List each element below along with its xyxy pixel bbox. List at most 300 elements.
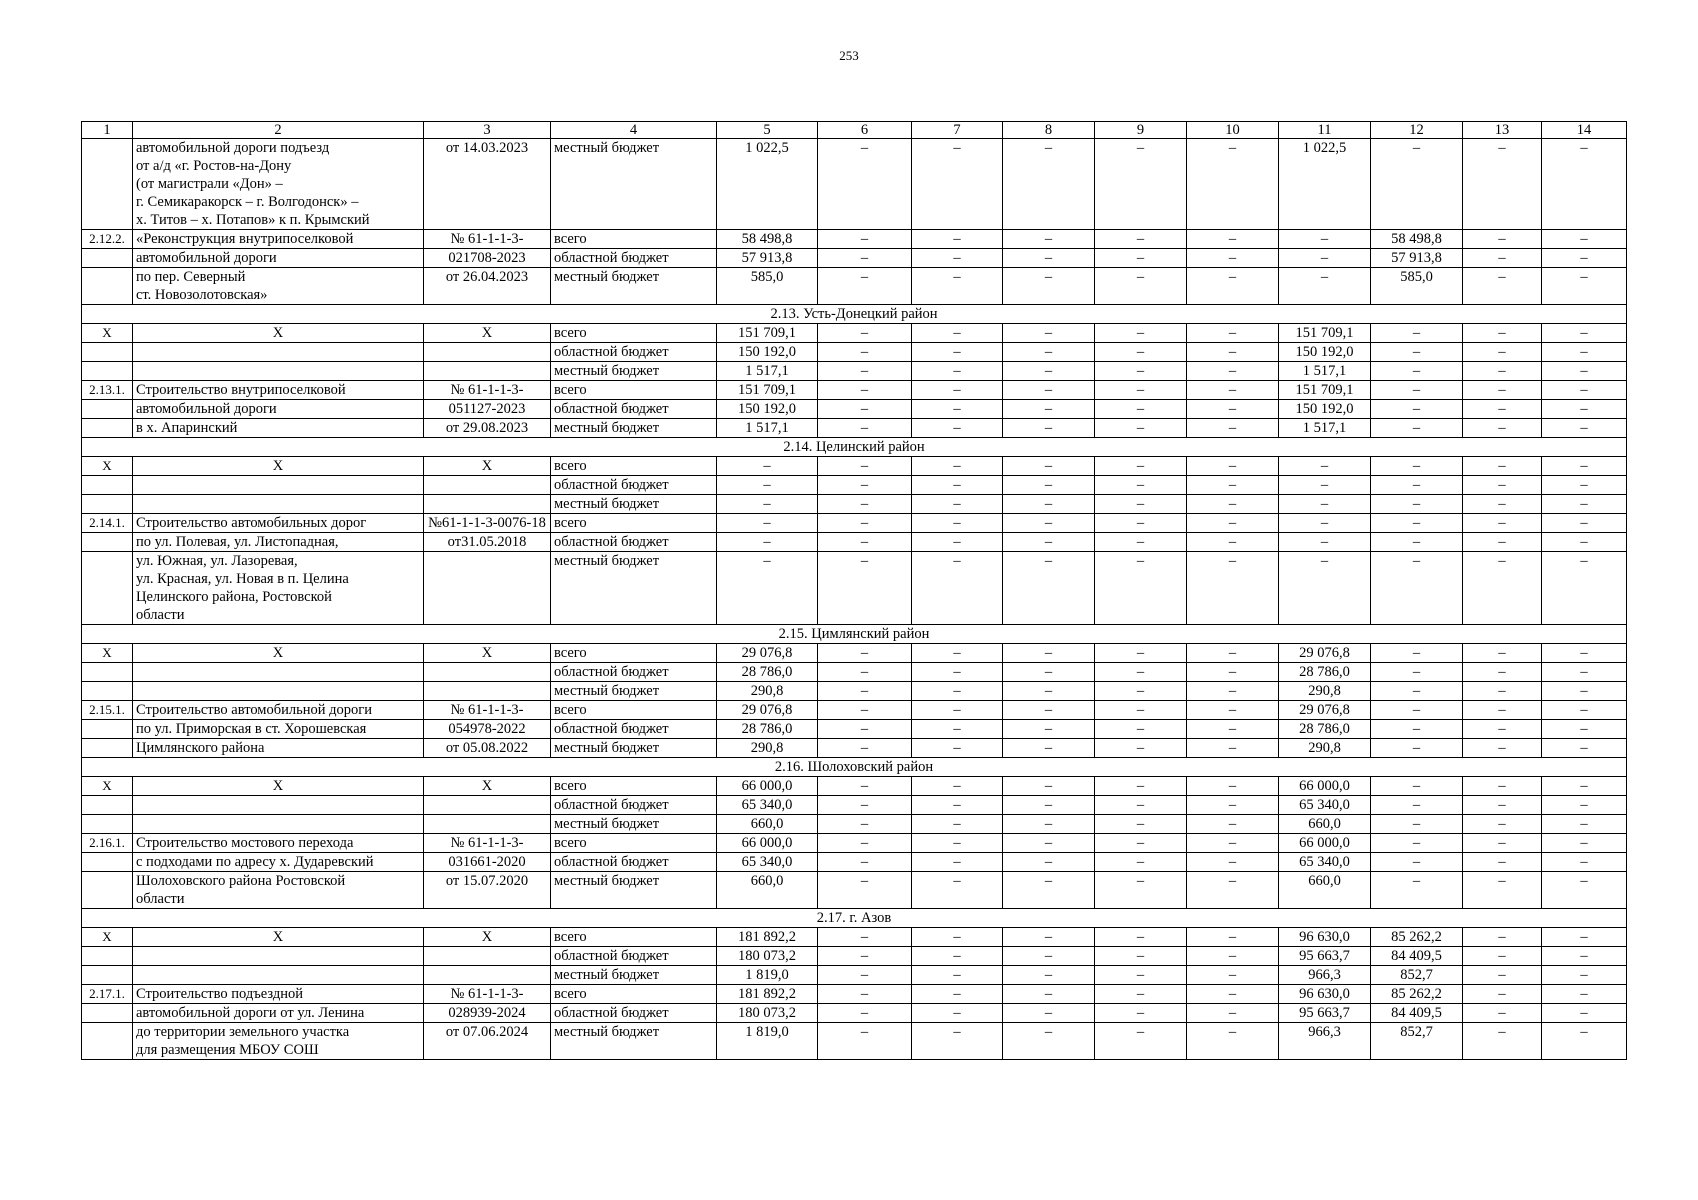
value-cell: – [717, 533, 818, 552]
value-cell: – [912, 400, 1003, 419]
document-cell [424, 400, 551, 419]
value-cell: – [1187, 644, 1279, 663]
value-cell: 150 192,0 [1279, 343, 1371, 362]
value-cell: – [1371, 834, 1463, 853]
row-number-cell [82, 476, 133, 495]
value-cell: – [1542, 400, 1627, 419]
value-cell: 66 000,0 [717, 777, 818, 796]
value-cell: – [1542, 644, 1627, 663]
value-cell: – [912, 514, 1003, 533]
value-cell: – [912, 533, 1003, 552]
object-name-cell [133, 834, 424, 853]
value-cell: – [1003, 872, 1095, 909]
value-cell: – [1279, 249, 1371, 268]
value-cell: – [818, 966, 912, 985]
row-number-cell [82, 249, 133, 268]
row-number-cell: Х [82, 777, 133, 796]
value-cell: – [818, 834, 912, 853]
value-cell: 85 262,2 [1371, 985, 1463, 1004]
value-cell: – [1279, 268, 1371, 305]
section-title: 2.17. г. Азов [82, 909, 1627, 928]
section-title: 2.14. Целинский район [82, 438, 1627, 457]
value-cell: – [1542, 139, 1627, 230]
value-cell: – [1095, 701, 1187, 720]
row-number-cell [82, 400, 133, 419]
value-cell: – [1542, 1023, 1627, 1060]
value-cell: 95 663,7 [1279, 947, 1371, 966]
value-cell: – [1187, 777, 1279, 796]
value-cell: – [912, 324, 1003, 343]
funding-source-cell: местный бюджет [551, 362, 717, 381]
value-cell: – [1542, 777, 1627, 796]
value-cell: – [1187, 139, 1279, 230]
row-number-cell: Х [82, 457, 133, 476]
row-number-cell [82, 796, 133, 815]
object-name-cell [133, 682, 424, 701]
value-cell: – [1371, 720, 1463, 739]
value-cell: – [912, 552, 1003, 625]
document-cell [424, 947, 551, 966]
document-cell [424, 1023, 551, 1060]
object-name-cell [133, 796, 424, 815]
value-cell: – [1003, 853, 1095, 872]
object-name-cell [133, 324, 424, 343]
row-number-cell [82, 947, 133, 966]
table-row [82, 966, 1627, 985]
value-cell: – [818, 268, 912, 305]
value-cell: – [1542, 514, 1627, 533]
value-cell: – [1187, 249, 1279, 268]
text-line: от 26.04.2023 [445, 269, 529, 285]
value-cell: – [1279, 457, 1371, 476]
value-cell: – [1187, 985, 1279, 1004]
object-name-cell [133, 533, 424, 552]
value-cell: – [1003, 682, 1095, 701]
value-cell: – [818, 720, 912, 739]
document-cell [424, 701, 551, 720]
value-cell: 95 663,7 [1279, 1004, 1371, 1023]
funding-source-cell: местный бюджет [551, 966, 717, 985]
document-cell [424, 682, 551, 701]
row-number-cell [82, 739, 133, 758]
value-cell: – [912, 1023, 1003, 1060]
value-cell: – [1095, 985, 1187, 1004]
row-number-cell: 2.15.1. [82, 701, 133, 720]
value-cell: 181 892,2 [717, 985, 818, 1004]
value-cell: – [912, 815, 1003, 834]
value-cell: – [818, 947, 912, 966]
document-cell [424, 343, 551, 362]
document-cell [424, 720, 551, 739]
row-number-cell [82, 362, 133, 381]
value-cell: – [1003, 552, 1095, 625]
row-number-cell: 2.13.1. [82, 381, 133, 400]
text-line: № 61-1-1-3- [450, 702, 524, 718]
value-cell: – [912, 249, 1003, 268]
value-cell: – [717, 457, 818, 476]
value-cell: – [1371, 514, 1463, 533]
text-line: Строительство внутрипоселковой [136, 382, 346, 398]
column-header: 11 [1279, 122, 1371, 139]
object-name-cell [133, 1023, 424, 1060]
value-cell: 57 913,8 [717, 249, 818, 268]
value-cell: 852,7 [1371, 1023, 1463, 1060]
value-cell: – [1003, 495, 1095, 514]
value-cell: – [912, 966, 1003, 985]
column-header: 13 [1463, 122, 1542, 139]
table-row [82, 701, 1627, 720]
value-cell: – [1187, 663, 1279, 682]
value-cell: 290,8 [717, 739, 818, 758]
funding-source-cell: местный бюджет [551, 872, 717, 909]
value-cell: – [1187, 400, 1279, 419]
value-cell: – [818, 249, 912, 268]
value-cell: – [1371, 796, 1463, 815]
section-title: 2.13. Усть-Донецкий район [82, 305, 1627, 324]
value-cell: – [1095, 853, 1187, 872]
funding-source-cell: всего [551, 381, 717, 400]
value-cell: – [1542, 682, 1627, 701]
text-line: от31.05.2018 [447, 534, 527, 550]
funding-source-cell: всего [551, 701, 717, 720]
row-number-cell [82, 872, 133, 909]
table-row [82, 249, 1627, 268]
value-cell: 290,8 [717, 682, 818, 701]
value-cell: – [912, 834, 1003, 853]
value-cell: – [1463, 514, 1542, 533]
value-cell: – [1187, 1004, 1279, 1023]
text-line: №61-1-1-3-0076-18 [428, 515, 546, 531]
object-name-cell [133, 1004, 424, 1023]
value-cell: – [1542, 533, 1627, 552]
value-cell: 28 786,0 [1279, 720, 1371, 739]
value-cell: – [912, 457, 1003, 476]
text-line: г. Семикаракорск – г. Волгодонск» – [136, 194, 359, 210]
value-cell: 84 409,5 [1371, 947, 1463, 966]
value-cell: – [1463, 400, 1542, 419]
value-cell: – [1371, 381, 1463, 400]
text-line: по пер. Северный [136, 269, 246, 285]
table-row [82, 139, 1627, 230]
section-row [82, 625, 1627, 644]
value-cell: – [1463, 701, 1542, 720]
object-name-cell [133, 343, 424, 362]
object-name-cell [133, 644, 424, 663]
document-cell [424, 268, 551, 305]
row-number-cell [82, 495, 133, 514]
value-cell: 66 000,0 [717, 834, 818, 853]
text-line: от 05.08.2022 [445, 740, 529, 756]
text-line: Х [481, 645, 493, 661]
object-name-cell [133, 230, 424, 249]
value-cell: – [1542, 268, 1627, 305]
value-cell: – [818, 495, 912, 514]
object-name-cell [133, 476, 424, 495]
value-cell: – [912, 928, 1003, 947]
value-cell: – [1095, 720, 1187, 739]
text-line: № 61-1-1-3- [450, 231, 524, 247]
value-cell: 150 192,0 [717, 343, 818, 362]
value-cell: – [1279, 476, 1371, 495]
column-header: 5 [717, 122, 818, 139]
value-cell: – [717, 476, 818, 495]
funding-source-cell: всего [551, 457, 717, 476]
value-cell: – [1542, 985, 1627, 1004]
value-cell: – [912, 362, 1003, 381]
table-row [82, 324, 1627, 343]
value-cell: – [1003, 720, 1095, 739]
document-cell [424, 739, 551, 758]
table-row [82, 682, 1627, 701]
document-cell [424, 476, 551, 495]
budget-table [81, 121, 1627, 1060]
table-row [82, 872, 1627, 909]
value-cell: – [1003, 362, 1095, 381]
text-line: Х [481, 458, 493, 474]
document-cell [424, 1004, 551, 1023]
object-name-cell [133, 457, 424, 476]
value-cell: – [1542, 966, 1627, 985]
row-number-cell: Х [82, 324, 133, 343]
text-line: Строительство автомобильной дороги [136, 702, 372, 718]
value-cell: – [1003, 985, 1095, 1004]
object-name-cell [133, 739, 424, 758]
text-line: Х [481, 325, 493, 341]
value-cell: 151 709,1 [1279, 324, 1371, 343]
row-number-cell [82, 682, 133, 701]
row-number-cell [82, 419, 133, 438]
value-cell: – [1463, 872, 1542, 909]
row-number-cell [82, 815, 133, 834]
value-cell: – [1187, 947, 1279, 966]
value-cell: – [1463, 552, 1542, 625]
text-line: области [136, 891, 185, 907]
value-cell: – [1463, 853, 1542, 872]
value-cell: 660,0 [717, 872, 818, 909]
value-cell: 96 630,0 [1279, 928, 1371, 947]
value-cell: 85 262,2 [1371, 928, 1463, 947]
value-cell: – [1003, 701, 1095, 720]
value-cell: – [1279, 533, 1371, 552]
value-cell: – [1095, 739, 1187, 758]
value-cell: – [912, 701, 1003, 720]
document-cell [424, 928, 551, 947]
value-cell: 585,0 [717, 268, 818, 305]
value-cell: – [1003, 1023, 1095, 1060]
table-row [82, 400, 1627, 419]
value-cell: – [1463, 139, 1542, 230]
value-cell: – [1003, 739, 1095, 758]
funding-source-cell: областной бюджет [551, 249, 717, 268]
value-cell: – [1095, 249, 1187, 268]
text-line: 051127-2023 [448, 401, 526, 417]
value-cell: – [1279, 495, 1371, 514]
funding-source-cell: областной бюджет [551, 720, 717, 739]
object-name-cell [133, 381, 424, 400]
value-cell: – [1003, 663, 1095, 682]
value-cell: – [912, 985, 1003, 1004]
value-cell: 1 819,0 [717, 1023, 818, 1060]
value-cell: – [1095, 268, 1187, 305]
row-number-cell [82, 853, 133, 872]
funding-source-cell: областной бюджет [551, 947, 717, 966]
value-cell: – [1463, 324, 1542, 343]
value-cell: – [1542, 552, 1627, 625]
value-cell: – [1463, 1023, 1542, 1060]
value-cell: – [1095, 928, 1187, 947]
value-cell: – [1187, 381, 1279, 400]
value-cell: – [1463, 362, 1542, 381]
row-number-cell [82, 720, 133, 739]
row-number-cell [82, 533, 133, 552]
page-number: 253 [839, 48, 859, 63]
value-cell: 58 498,8 [1371, 230, 1463, 249]
value-cell: – [1003, 947, 1095, 966]
document-cell [424, 495, 551, 514]
document-cell [424, 663, 551, 682]
text-line: Цимлянского района [136, 740, 265, 756]
row-number-cell [82, 1023, 133, 1060]
value-cell: – [1003, 230, 1095, 249]
document-cell [424, 381, 551, 400]
value-cell: – [912, 796, 1003, 815]
value-cell: 150 192,0 [1279, 400, 1371, 419]
value-cell: – [1187, 230, 1279, 249]
value-cell: – [1095, 324, 1187, 343]
text-line: «Реконструкция внутрипоселковой [136, 231, 354, 247]
document-cell [424, 985, 551, 1004]
value-cell: 1 517,1 [717, 419, 818, 438]
value-cell: – [1542, 1004, 1627, 1023]
text-line: х. Титов – х. Потапов» к п. Крымский [136, 212, 370, 228]
text-line: Шолоховского района Ростовской [136, 873, 346, 889]
row-number-cell: 2.17.1. [82, 985, 133, 1004]
value-cell: – [1003, 381, 1095, 400]
column-header: 12 [1371, 122, 1463, 139]
document-cell [424, 796, 551, 815]
value-cell: – [1187, 966, 1279, 985]
object-name-cell [133, 815, 424, 834]
row-number-cell [82, 343, 133, 362]
value-cell: – [1371, 419, 1463, 438]
column-header: 6 [818, 122, 912, 139]
value-cell: 181 892,2 [717, 928, 818, 947]
value-cell: – [818, 777, 912, 796]
value-cell: 290,8 [1279, 739, 1371, 758]
value-cell: – [818, 663, 912, 682]
value-cell: – [1187, 268, 1279, 305]
value-cell: – [1187, 872, 1279, 909]
value-cell: – [912, 720, 1003, 739]
value-cell: 1 517,1 [1279, 362, 1371, 381]
value-cell: – [1095, 834, 1187, 853]
value-cell: – [1003, 815, 1095, 834]
text-line: Х [272, 458, 284, 474]
value-cell: – [1095, 495, 1187, 514]
table-row [82, 644, 1627, 663]
value-cell: – [1279, 552, 1371, 625]
value-cell: 1 819,0 [717, 966, 818, 985]
value-cell: – [1542, 815, 1627, 834]
value-cell: – [1542, 872, 1627, 909]
funding-source-cell: местный бюджет [551, 495, 717, 514]
table-header-row [82, 122, 1627, 139]
text-line: автомобильной дороги [136, 250, 277, 266]
value-cell: 1 022,5 [1279, 139, 1371, 230]
row-number-cell: 2.12.2. [82, 230, 133, 249]
value-cell: 1 517,1 [1279, 419, 1371, 438]
document-cell [424, 419, 551, 438]
funding-source-cell: всего [551, 324, 717, 343]
table-row [82, 419, 1627, 438]
section-title: 2.16. Шолоховский район [82, 758, 1627, 777]
value-cell: – [818, 853, 912, 872]
value-cell: – [1463, 815, 1542, 834]
value-cell: 66 000,0 [1279, 834, 1371, 853]
value-cell: – [1187, 701, 1279, 720]
value-cell: – [1463, 720, 1542, 739]
value-cell: – [1095, 815, 1187, 834]
row-number-cell: Х [82, 644, 133, 663]
row-number-cell [82, 552, 133, 625]
text-line: (от магистрали «Дон» – [136, 176, 283, 192]
row-number-cell: 2.14.1. [82, 514, 133, 533]
value-cell: – [1463, 533, 1542, 552]
value-cell: – [1463, 777, 1542, 796]
value-cell: 150 192,0 [717, 400, 818, 419]
value-cell: 29 076,8 [1279, 701, 1371, 720]
value-cell: – [1003, 777, 1095, 796]
value-cell: – [1095, 682, 1187, 701]
value-cell: – [1187, 324, 1279, 343]
column-header: 8 [1003, 122, 1095, 139]
value-cell: – [1003, 834, 1095, 853]
value-cell: – [1095, 552, 1187, 625]
section-row [82, 758, 1627, 777]
table-row [82, 928, 1627, 947]
value-cell: – [1542, 362, 1627, 381]
section-title: 2.15. Цимлянский район [82, 625, 1627, 644]
value-cell: – [1542, 853, 1627, 872]
object-name-cell [133, 400, 424, 419]
column-header: 14 [1542, 122, 1627, 139]
value-cell: – [717, 552, 818, 625]
funding-source-cell: всего [551, 834, 717, 853]
value-cell: 151 709,1 [717, 381, 818, 400]
value-cell: – [912, 381, 1003, 400]
value-cell: – [717, 514, 818, 533]
funding-source-cell: всего [551, 230, 717, 249]
document-cell [424, 853, 551, 872]
text-line: Х [481, 778, 493, 794]
value-cell: 966,3 [1279, 966, 1371, 985]
value-cell: – [1003, 514, 1095, 533]
value-cell: – [818, 381, 912, 400]
value-cell: – [1003, 457, 1095, 476]
text-line: ст. Новозолотовская» [136, 287, 268, 303]
value-cell: – [1187, 928, 1279, 947]
funding-source-cell: местный бюджет [551, 552, 717, 625]
text-line: Строительство автомобильных дорог [136, 515, 367, 531]
value-cell: – [1371, 552, 1463, 625]
document-cell [424, 966, 551, 985]
funding-source-cell: местный бюджет [551, 739, 717, 758]
value-cell: – [818, 419, 912, 438]
value-cell: – [1463, 457, 1542, 476]
object-name-cell [133, 947, 424, 966]
value-cell: – [818, 739, 912, 758]
table-row [82, 777, 1627, 796]
